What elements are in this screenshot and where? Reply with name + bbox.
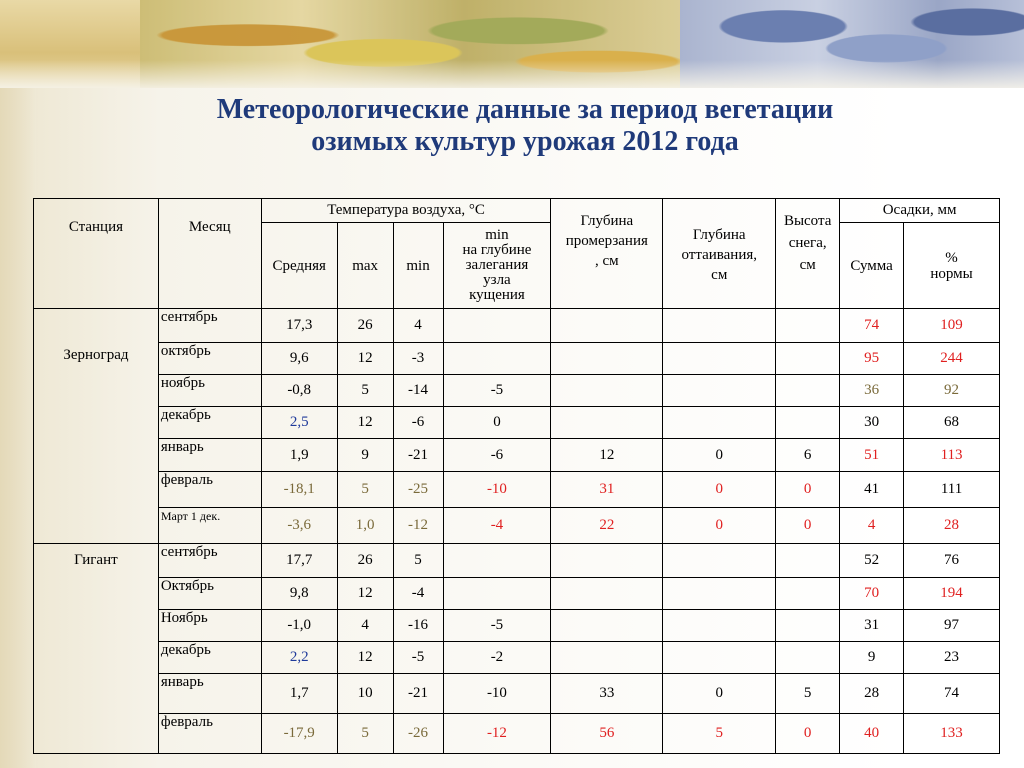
- header-pct-line2: нормы: [930, 265, 973, 282]
- month-cell: февраль: [158, 472, 261, 508]
- thaw-cell: [663, 610, 776, 642]
- precip-pct-cell: 23: [904, 642, 1000, 674]
- precip-sum-cell: 36: [840, 375, 904, 407]
- precip-pct-cell: 194: [904, 578, 1000, 610]
- thaw-cell: [663, 578, 776, 610]
- freeze-cell: [551, 578, 663, 610]
- header-thaw-depth-line3: см: [711, 267, 728, 283]
- avg-cell: 17,3: [261, 309, 337, 343]
- max-cell: 5: [337, 375, 393, 407]
- table-row: [34, 439, 1000, 472]
- min-depth-cell: [443, 343, 551, 375]
- avg-cell: 9,8: [261, 578, 337, 610]
- table-row: [34, 407, 1000, 439]
- banner-fade: [0, 60, 1024, 88]
- table-row: [34, 674, 1000, 714]
- table-row: [34, 610, 1000, 642]
- station-name: Зерноград: [34, 309, 159, 544]
- header-thaw-depth-line2: оттаивания,: [681, 247, 757, 263]
- header-freeze-depth-line2: промерзания: [565, 233, 648, 249]
- table-row: [34, 578, 1000, 610]
- max-cell: 12: [337, 642, 393, 674]
- freeze-cell: 31: [551, 472, 663, 508]
- header-snow-height-line3: см: [799, 257, 816, 273]
- max-cell: 12: [337, 343, 393, 375]
- freeze-cell: 33: [551, 674, 663, 714]
- min-depth-cell: -6: [443, 439, 551, 472]
- precip-sum-cell: 4: [840, 508, 904, 544]
- precip-sum-cell: 95: [840, 343, 904, 375]
- precip-pct-cell: 28: [904, 508, 1000, 544]
- min-cell: -6: [393, 407, 443, 439]
- precip-sum-cell: 28: [840, 674, 904, 714]
- month-cell: Март 1 дек.: [158, 508, 261, 544]
- min-depth-cell: -5: [443, 610, 551, 642]
- month-cell: Ноябрь: [158, 610, 261, 642]
- header-avg: Средняя: [261, 223, 337, 309]
- header-snow-height-line2: снега,: [788, 235, 827, 251]
- precip-pct-cell: 92: [904, 375, 1000, 407]
- thaw-cell: [663, 309, 776, 343]
- header-min-depth-line5: кущения: [469, 287, 525, 303]
- header-min-depth-line1: min: [485, 227, 509, 243]
- header-pct-line1: %: [945, 249, 958, 266]
- page-title: [120, 94, 930, 158]
- precip-sum-cell: 70: [840, 578, 904, 610]
- precip-sum-cell: 40: [840, 714, 904, 754]
- max-cell: 10: [337, 674, 393, 714]
- header-month: Месяц: [158, 199, 261, 309]
- table-row: [34, 309, 1000, 343]
- max-cell: 26: [337, 544, 393, 578]
- min-cell: -14: [393, 375, 443, 407]
- header-snow-height: [776, 199, 840, 309]
- min-cell: -5: [393, 642, 443, 674]
- month-cell: декабрь: [158, 407, 261, 439]
- month-cell: январь: [158, 439, 261, 472]
- avg-cell: 17,7: [261, 544, 337, 578]
- header-min-depth: [443, 223, 551, 309]
- snow-cell: 0: [776, 508, 840, 544]
- min-depth-cell: -12: [443, 714, 551, 754]
- snow-cell: 0: [776, 714, 840, 754]
- snow-cell: 0: [776, 472, 840, 508]
- precip-sum-cell: 9: [840, 642, 904, 674]
- precip-pct-cell: 68: [904, 407, 1000, 439]
- meteo-table: [33, 198, 1000, 754]
- min-depth-cell: [443, 578, 551, 610]
- snow-cell: [776, 578, 840, 610]
- min-depth-cell: [443, 309, 551, 343]
- min-cell: -12: [393, 508, 443, 544]
- header-pct: [904, 223, 1000, 309]
- avg-cell: 2,5: [261, 407, 337, 439]
- header-temperature: Температура воздуха, °С: [261, 199, 551, 223]
- month-cell: сентябрь: [158, 544, 261, 578]
- avg-cell: -1,0: [261, 610, 337, 642]
- header-min-depth-line4: узла: [483, 272, 511, 288]
- table-row: [34, 544, 1000, 578]
- freeze-cell: [551, 610, 663, 642]
- freeze-cell: [551, 407, 663, 439]
- min-cell: -21: [393, 674, 443, 714]
- table-row: [34, 375, 1000, 407]
- header-freeze-depth-line3: , см: [595, 253, 619, 269]
- thaw-cell: 0: [663, 674, 776, 714]
- month-cell: февраль: [158, 714, 261, 754]
- precip-pct-cell: 133: [904, 714, 1000, 754]
- freeze-cell: [551, 343, 663, 375]
- min-depth-cell: -4: [443, 508, 551, 544]
- avg-cell: 1,7: [261, 674, 337, 714]
- avg-cell: -17,9: [261, 714, 337, 754]
- min-cell: -4: [393, 578, 443, 610]
- header-thaw-depth-line1: Глубина: [692, 227, 746, 243]
- min-cell: -21: [393, 439, 443, 472]
- min-cell: -25: [393, 472, 443, 508]
- decorative-left-strip: [0, 88, 36, 768]
- thaw-cell: 0: [663, 472, 776, 508]
- min-depth-cell: 0: [443, 407, 551, 439]
- snow-cell: [776, 375, 840, 407]
- snow-cell: 5: [776, 674, 840, 714]
- precip-pct-cell: 76: [904, 544, 1000, 578]
- table-row: [34, 714, 1000, 754]
- month-cell: январь: [158, 674, 261, 714]
- min-cell: 4: [393, 309, 443, 343]
- month-cell: Октябрь: [158, 578, 261, 610]
- precip-sum-cell: 31: [840, 610, 904, 642]
- header-row-1: [34, 199, 1000, 223]
- thaw-cell: [663, 375, 776, 407]
- avg-cell: -18,1: [261, 472, 337, 508]
- precip-pct-cell: 97: [904, 610, 1000, 642]
- freeze-cell: 12: [551, 439, 663, 472]
- avg-cell: 2,2: [261, 642, 337, 674]
- snow-cell: 6: [776, 439, 840, 472]
- min-depth-cell: -10: [443, 674, 551, 714]
- max-cell: 12: [337, 578, 393, 610]
- min-depth-cell: [443, 544, 551, 578]
- precip-pct-cell: 109: [904, 309, 1000, 343]
- freeze-cell: [551, 375, 663, 407]
- header-snow-height-line1: Высота: [783, 213, 832, 229]
- precip-pct-cell: 111: [904, 472, 1000, 508]
- max-cell: 4: [337, 610, 393, 642]
- min-cell: -26: [393, 714, 443, 754]
- snow-cell: [776, 610, 840, 642]
- min-cell: 5: [393, 544, 443, 578]
- precip-pct-cell: 113: [904, 439, 1000, 472]
- min-depth-cell: -10: [443, 472, 551, 508]
- max-cell: 5: [337, 472, 393, 508]
- snow-cell: [776, 642, 840, 674]
- avg-cell: 9,6: [261, 343, 337, 375]
- header-max: max: [337, 223, 393, 309]
- min-cell: -3: [393, 343, 443, 375]
- month-cell: декабрь: [158, 642, 261, 674]
- header-thaw-depth: [663, 199, 776, 309]
- precip-pct-cell: 74: [904, 674, 1000, 714]
- title-line-2: озимых культур урожая 2012 года: [311, 126, 739, 157]
- freeze-cell: [551, 642, 663, 674]
- thaw-cell: 5: [663, 714, 776, 754]
- month-cell: октябрь: [158, 343, 261, 375]
- decorative-banner: [0, 0, 1024, 88]
- table-row: [34, 343, 1000, 375]
- thaw-cell: 0: [663, 439, 776, 472]
- title-line-1: Метеорологические данные за период вегетации: [216, 94, 834, 125]
- precip-sum-cell: 74: [840, 309, 904, 343]
- freeze-cell: 56: [551, 714, 663, 754]
- max-cell: 5: [337, 714, 393, 754]
- table-row: [34, 642, 1000, 674]
- snow-cell: [776, 407, 840, 439]
- thaw-cell: [663, 544, 776, 578]
- precip-sum-cell: 52: [840, 544, 904, 578]
- snow-cell: [776, 544, 840, 578]
- header-min: min: [393, 223, 443, 309]
- header-sum: Сумма: [840, 223, 904, 309]
- avg-cell: -0,8: [261, 375, 337, 407]
- precip-sum-cell: 41: [840, 472, 904, 508]
- thaw-cell: [663, 343, 776, 375]
- month-cell: ноябрь: [158, 375, 261, 407]
- precip-sum-cell: 51: [840, 439, 904, 472]
- snow-cell: [776, 343, 840, 375]
- header-min-depth-line3: залегания: [465, 257, 529, 273]
- avg-cell: -3,6: [261, 508, 337, 544]
- thaw-cell: [663, 407, 776, 439]
- freeze-cell: [551, 544, 663, 578]
- month-cell: сентябрь: [158, 309, 261, 343]
- header-min-depth-line2: на глубине: [462, 242, 532, 258]
- header-freeze-depth: [551, 199, 663, 309]
- snow-cell: [776, 309, 840, 343]
- min-cell: -16: [393, 610, 443, 642]
- header-station: Станция: [34, 199, 159, 309]
- max-cell: 12: [337, 407, 393, 439]
- precip-pct-cell: 244: [904, 343, 1000, 375]
- max-cell: 9: [337, 439, 393, 472]
- precip-sum-cell: 30: [840, 407, 904, 439]
- table-row: [34, 508, 1000, 544]
- station-name: Гигант: [34, 544, 159, 754]
- avg-cell: 1,9: [261, 439, 337, 472]
- header-freeze-depth-line1: Глубина: [580, 213, 634, 229]
- freeze-cell: 22: [551, 508, 663, 544]
- header-precip: Осадки, мм: [840, 199, 1000, 223]
- freeze-cell: [551, 309, 663, 343]
- min-depth-cell: -5: [443, 375, 551, 407]
- table-row: [34, 472, 1000, 508]
- thaw-cell: [663, 642, 776, 674]
- max-cell: 26: [337, 309, 393, 343]
- min-depth-cell: -2: [443, 642, 551, 674]
- thaw-cell: 0: [663, 508, 776, 544]
- max-cell: 1,0: [337, 508, 393, 544]
